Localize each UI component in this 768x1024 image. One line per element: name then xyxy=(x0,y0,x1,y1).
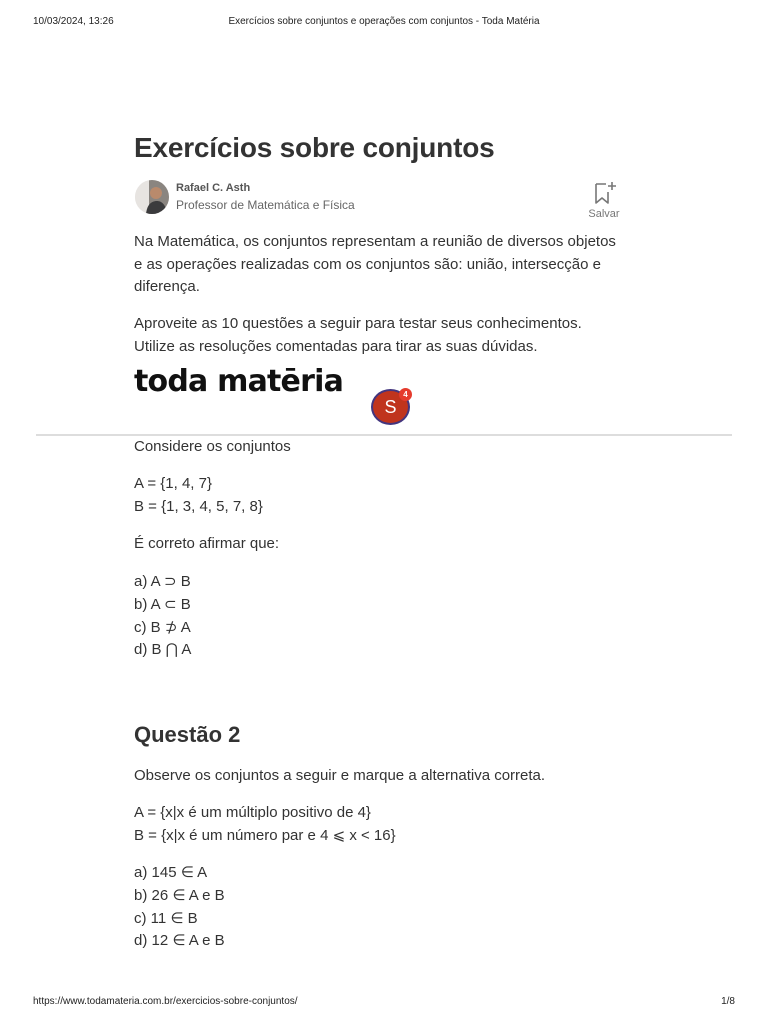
print-page-title: Exercícios sobre conjuntos e operações com conjuntos - Toda Matéria xyxy=(228,16,540,27)
intro-paragraph-2: Aproveite as 10 questões a seguir para testar seus conhecimentos. Utilize as resoluções comentadas para tirar as suas dúvidas. xyxy=(134,315,582,354)
question-1-set-a: A = {1, 4, 7} xyxy=(134,475,212,492)
save-button[interactable] xyxy=(582,180,626,222)
print-url: https://www.todamateria.com.br/exercicios-sobre-conjuntos/ xyxy=(33,996,298,1007)
author-role: Professor de Matemática e Física xyxy=(176,198,355,212)
question-1-ask: É correto afirmar que: xyxy=(134,535,280,552)
header-divider xyxy=(36,434,732,436)
bookmark-add-icon xyxy=(593,180,617,206)
question-2-option: b) 26 ∈ A e B xyxy=(134,887,225,904)
author-avatar[interactable] xyxy=(135,180,169,214)
article-title: Exercícios sobre conjuntos xyxy=(134,132,495,163)
question-1-option: a) A ⊃ B xyxy=(134,573,191,590)
notification-badge: 4 xyxy=(399,388,412,401)
author-photo-icon xyxy=(135,180,169,214)
question-1-prompt: Considere os conjuntos xyxy=(134,438,291,455)
question-2-set-b: B = {x|x é um número par e 4 ⩽ x < 16} xyxy=(134,827,396,844)
question-2-set-a: A = {x|x é um múltiplo positivo de 4} xyxy=(134,804,371,821)
print-footer xyxy=(33,996,735,1010)
question-2-option: d) 12 ∈ A e B xyxy=(134,932,225,949)
save-label: Salvar xyxy=(588,208,620,220)
print-datetime: 10/03/2024, 13:26 xyxy=(33,16,114,27)
question-2-heading: Questão 2 xyxy=(134,722,241,747)
question-2-prompt: Observe os conjuntos a seguir e marque a alternativa correta. xyxy=(134,767,546,784)
question-2-option: c) 11 ∈ B xyxy=(134,910,198,927)
question-1-option: d) B ⋂ A xyxy=(134,641,192,658)
intro-paragraph: Na Matemática, os conjuntos representam a reunião de diversos objetos e as operações realizadas com os conjuntos são: união, intersecção e diferença. xyxy=(134,233,616,295)
site-logo[interactable]: toda matēria xyxy=(134,364,344,399)
question-1-option: c) B ⊅ A xyxy=(134,619,191,636)
author-name[interactable]: Rafael C. Asth xyxy=(176,182,251,194)
print-page-number: 1/8 xyxy=(721,996,735,1007)
question-1-option: b) A ⊂ B xyxy=(134,596,191,613)
print-header xyxy=(33,16,735,30)
user-avatar-button[interactable]: S xyxy=(371,389,410,425)
question-1-set-b: B = {1, 3, 4, 5, 7, 8} xyxy=(134,498,263,515)
question-2-option: a) 145 ∈ A xyxy=(134,864,208,881)
